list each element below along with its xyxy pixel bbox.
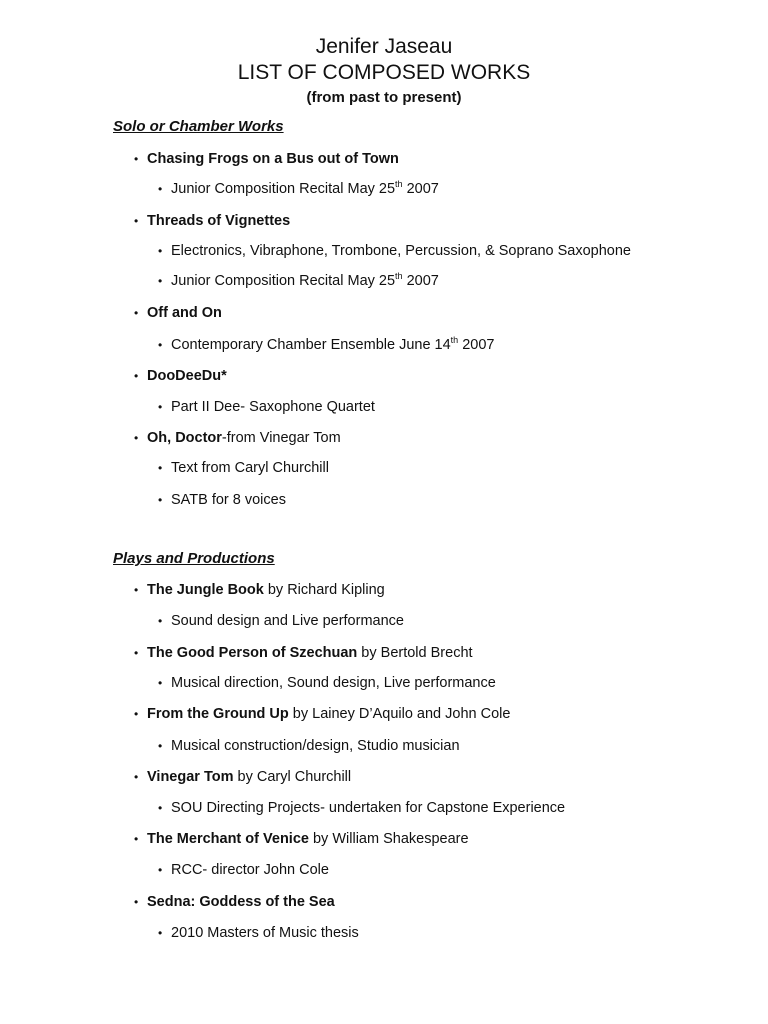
work-detail: • Contemporary Chamber Ensemble June 14th 2007 [158,335,495,353]
production-item: • From the Ground Up by Lainey D’Aquilo and John Cole [134,706,511,722]
production-title: The Merchant of Venice [147,831,309,847]
document-title: LIST OF COMPOSED WORKS [237,61,531,84]
work-title: Off and On [147,305,222,321]
bullet-icon: • [158,182,163,196]
work-item [134,213,290,229]
work-detail: • Junior Composition Recital May 25th 2007 [158,179,439,197]
bullet-icon: • [158,863,163,877]
work-title: DooDeeDu* [147,368,227,384]
work-item [134,368,227,384]
work-detail: • Electronics, Vibraphone, Trombone, Percussion, & Soprano Saxophone [158,243,631,259]
bullet-icon: • [134,214,139,228]
work-item [134,151,399,167]
section-heading-plays: Plays and Productions [113,550,275,567]
production-detail: • Musical direction, Sound design, Live performance [158,675,496,691]
production-detail: • Musical construction/design, Studio musician [158,738,460,754]
document-header [0,34,768,110]
production-title: The Jungle Book [147,582,264,598]
production-title: The Good Person of Szechuan [147,645,358,661]
production-title: Sedna: Goddess of the Sea [147,894,335,910]
bullet-icon: • [158,926,163,940]
production-title: From the Ground Up [147,706,289,722]
production-item: • The Good Person of Szechuan by Bertold Brecht [134,645,473,661]
production-item: • Vinegar Tom by Caryl Churchill [134,769,352,785]
bullet-icon: • [134,152,139,166]
bullet-icon: • [134,369,139,383]
bullet-icon: • [158,244,163,258]
bullet-icon: • [158,461,163,475]
bullet-icon: • [158,400,163,414]
bullet-icon: • [158,274,163,288]
work-item [134,305,222,321]
production-detail: • RCC- director John Cole [158,862,329,878]
document-subtitle: (from past to present) [306,89,462,106]
production-detail: • Sound design and Live performance [158,613,404,629]
production-item: • The Merchant of Venice by William Shakespeare [134,831,469,847]
production-detail: • 2010 Masters of Music thesis [158,925,359,941]
bullet-icon: • [134,770,139,784]
bullet-icon: • [158,493,163,507]
work-detail: • Junior Composition Recital May 25th 2007 [158,271,439,289]
bullet-icon: • [134,707,139,721]
bullet-icon: • [134,306,139,320]
bullet-icon: • [158,614,163,628]
production-title: Vinegar Tom [147,769,234,785]
bullet-icon: • [134,895,139,909]
bullet-icon: • [134,832,139,846]
work-title: Threads of Vignettes [147,213,291,229]
bullet-icon: • [158,676,163,690]
production-item [134,894,335,910]
work-detail: • SATB for 8 voices [158,492,286,508]
work-item: • Oh, Doctor-from Vinegar Tom [134,430,341,446]
bullet-icon: • [158,801,163,815]
work-title: Chasing Frogs on a Bus out of Town [147,151,399,167]
work-title: Oh, Doctor [147,430,222,446]
bullet-icon: • [158,739,163,753]
bullet-icon: • [134,646,139,660]
production-detail: • SOU Directing Projects- undertaken for Capstone Experience [158,800,566,816]
production-item: • The Jungle Book by Richard Kipling [134,582,385,598]
work-detail: • Text from Caryl Churchill [158,460,329,476]
section-heading-solo: Solo or Chamber Works [113,118,284,135]
bullet-icon: • [158,338,163,352]
work-detail: • Part II Dee- Saxophone Quartet [158,399,375,415]
bullet-icon: • [134,431,139,445]
composer-name: Jenifer Jaseau [315,35,453,58]
bullet-icon: • [134,583,139,597]
